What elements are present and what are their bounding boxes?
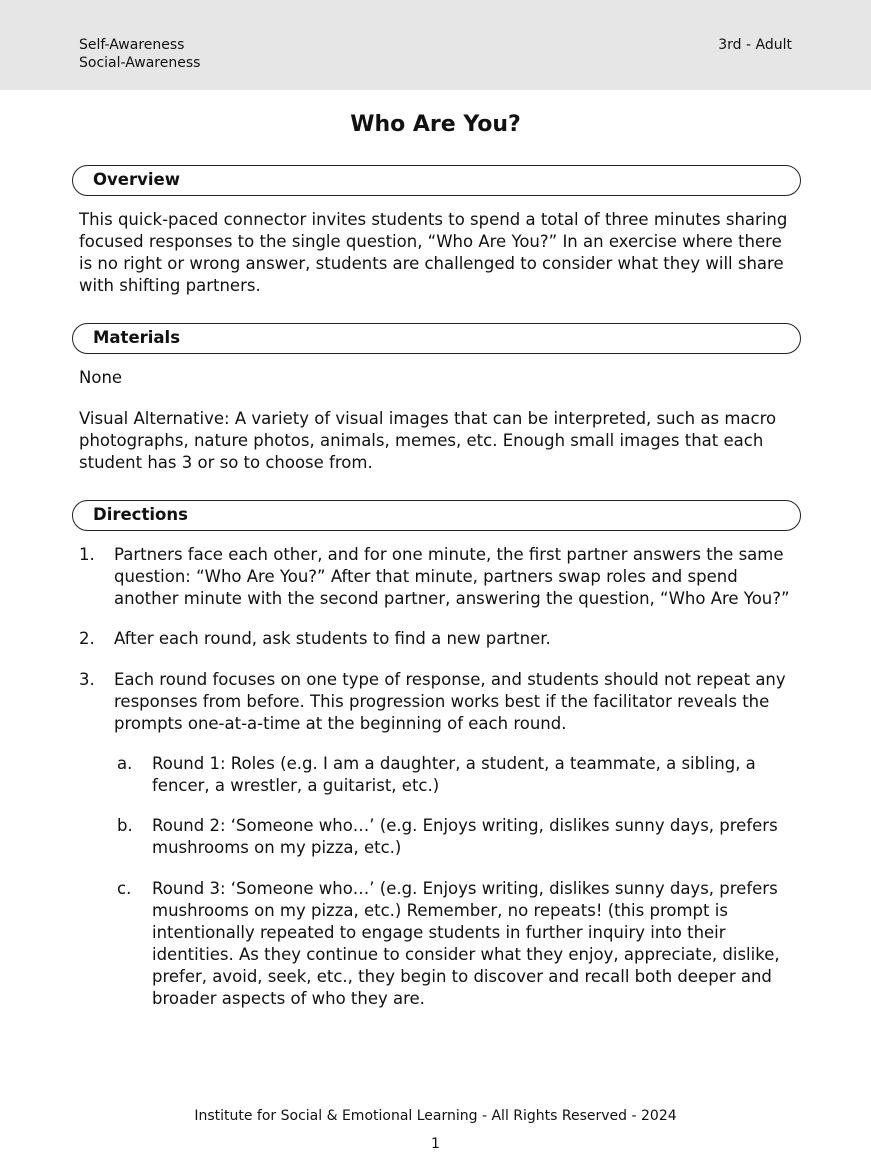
substep-text: Round 3: ‘Someone who…’ (e.g. Enjoys writing, dislikes sunny days, prefers mushrooms on my pizza, etc.) Remember, no repeats! (this prompt is intentionally repeated to engage students in further inquiry into their identities. As they continue to consider what they enjoy, appreciate, dislike, prefer, avoid, seek, etc., they begin to discover and recall both deeper and broader aspects of who they are.	[152, 879, 780, 1008]
competency-list	[79, 36, 200, 72]
substep-text: Round 1: Roles (e.g. I am a daughter, a student, a teammate, a sibling, a fencer, a wrestler, a guitarist, etc.)	[152, 754, 756, 795]
step-text: After each round, ask students to find a new partner.	[114, 629, 551, 648]
step-text: Partners face each other, and for one minute, the first partner answers the same question: “Who Are You?” After that minute, partners swap roles and spend another minute with the second partner, answering the question, “Who Are You?”	[114, 545, 790, 608]
materials-none: None	[79, 368, 123, 387]
step-text: Each round focuses on one type of response, and students should not repeat any responses from before. This progression works best if the facilitator reveals the prompts one-at-a-time at the beginning of each round.	[114, 670, 786, 733]
section-heading-materials: Materials	[72, 323, 801, 354]
substep-letter: a.	[117, 754, 133, 773]
page-number: 1	[431, 1136, 440, 1152]
section-heading-overview: Overview	[72, 165, 801, 196]
footer-copyright: Institute for Social & Emotional Learning - All Rights Reserved - 2024	[194, 1108, 677, 1124]
competency-social-awareness: Social-Awareness	[79, 55, 201, 71]
materials-visual-alternative: Visual Alternative: A variety of visual images that can be interpreted, such as macro photographs, nature photos, animals, memes, etc. Enough small images that each student has 3 or so to choose from.	[79, 409, 777, 472]
step-number: 3.	[79, 670, 95, 689]
competency-self-awareness: Self-Awareness	[79, 37, 185, 53]
grade-range: 3rd - Adult	[718, 37, 792, 53]
overview-text: This quick-paced connector invites students to spend a total of three minutes sharing focused responses to the single question, “Who Are You?” In an exercise where there is no right or wrong answer, students are challenged to consider what they will share with shifting partners.	[79, 210, 788, 295]
section-heading-directions: Directions	[72, 500, 801, 531]
substep-letter: b.	[117, 816, 133, 835]
step-number: 1.	[79, 545, 95, 564]
substep-text: Round 2: ‘Someone who…’ (e.g. Enjoys writing, dislikes sunny days, prefers mushrooms on my pizza, etc.)	[152, 816, 778, 857]
step-number: 2.	[79, 629, 95, 648]
page-title: Who Are You?	[350, 112, 521, 137]
substep-letter: c.	[117, 879, 132, 898]
